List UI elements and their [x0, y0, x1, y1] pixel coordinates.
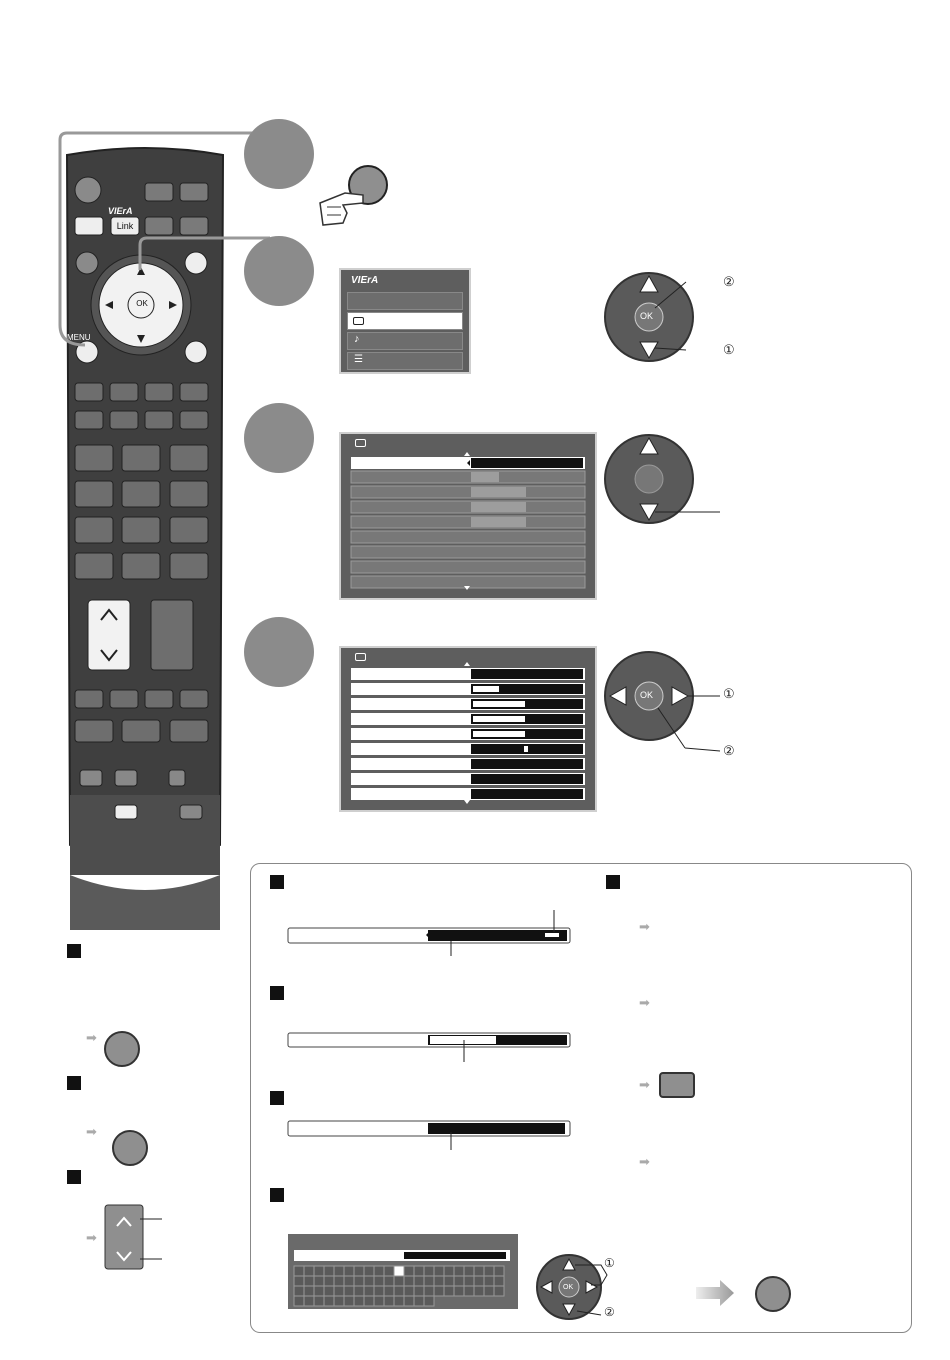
char-cell[interactable]: [324, 1286, 334, 1296]
char-cell[interactable]: [424, 1296, 434, 1306]
char-cell[interactable]: [384, 1296, 394, 1306]
adjust-menu-rows: [349, 662, 589, 808]
char-cell[interactable]: [384, 1286, 394, 1296]
menu-item-picture[interactable]: [347, 312, 463, 330]
hand-pointing-icon: [315, 163, 395, 233]
arrow-right-icon: ➡: [86, 1230, 97, 1245]
char-cell[interactable]: [294, 1266, 304, 1276]
char-cell[interactable]: [444, 1286, 454, 1296]
char-cell[interactable]: [434, 1286, 444, 1296]
char-cell[interactable]: [484, 1276, 494, 1286]
char-cell[interactable]: [414, 1286, 424, 1296]
char-cell[interactable]: [334, 1286, 344, 1296]
arrow-right-icon: ➡: [639, 919, 650, 934]
char-cell[interactable]: [374, 1266, 384, 1276]
picture-menu-rows: [349, 452, 589, 594]
char-cell[interactable]: [294, 1286, 304, 1296]
char-cell[interactable]: [424, 1286, 434, 1296]
link-button[interactable]: Link: [116, 221, 134, 231]
char-cell[interactable]: [444, 1276, 454, 1286]
option-bullet-c: [270, 1091, 284, 1105]
arrow-right-icon: ➡: [86, 1030, 97, 1045]
step-circle-3: [244, 403, 314, 473]
dpad2-marker-2: ②: [723, 274, 735, 289]
char-cell[interactable]: [474, 1276, 484, 1286]
char-cell[interactable]: [354, 1276, 364, 1286]
dpad2-marker-1: ①: [723, 342, 735, 357]
char-cell[interactable]: [314, 1296, 324, 1306]
char-cell[interactable]: [404, 1266, 414, 1276]
char-cell[interactable]: [304, 1286, 314, 1296]
channel-rocker-icon: [104, 1204, 164, 1272]
char-cell[interactable]: [374, 1286, 384, 1296]
dpad-small-marker-1: ①: [604, 1256, 615, 1270]
char-cell[interactable]: [474, 1266, 484, 1276]
char-cell[interactable]: [484, 1266, 494, 1276]
char-cell[interactable]: [374, 1296, 384, 1306]
dpad4-marker-2: ②: [723, 743, 735, 758]
char-cell[interactable]: [304, 1276, 314, 1286]
char-cell[interactable]: [464, 1276, 474, 1286]
char-cell[interactable]: [474, 1286, 484, 1296]
step-circle-2: [244, 236, 314, 306]
char-cell[interactable]: [384, 1276, 394, 1286]
char-cell[interactable]: [484, 1286, 494, 1296]
char-cell[interactable]: [464, 1286, 474, 1296]
char-cell[interactable]: [344, 1296, 354, 1306]
option-c-bar: [286, 1118, 576, 1154]
remote-brand-logo: VIErA: [108, 206, 133, 216]
char-cell[interactable]: [424, 1266, 434, 1276]
char-cell[interactable]: [314, 1266, 324, 1276]
char-cell[interactable]: [394, 1276, 404, 1286]
char-cell[interactable]: [384, 1266, 394, 1276]
option-bullet-d: [270, 1188, 284, 1202]
arrow-right-icon: ➡: [639, 1154, 650, 1169]
char-cell[interactable]: [424, 1276, 434, 1286]
character-grid-screen: [288, 1234, 520, 1310]
char-cell[interactable]: [394, 1266, 404, 1276]
option-button-icon: [659, 1072, 695, 1098]
dpad-step-3: [600, 430, 730, 530]
char-cell[interactable]: [394, 1296, 404, 1306]
char-cell[interactable]: [334, 1276, 344, 1286]
menu-item-sound[interactable]: [347, 332, 463, 350]
char-cell[interactable]: [364, 1296, 374, 1306]
char-cell[interactable]: [344, 1266, 354, 1276]
left-note-bullet-2: [67, 1076, 81, 1090]
option-bullet-e: [606, 875, 620, 889]
ok-button-icon: [755, 1276, 791, 1312]
screen-icon: [355, 653, 366, 661]
char-cell[interactable]: [364, 1266, 374, 1276]
char-cell[interactable]: [344, 1286, 354, 1296]
char-cell[interactable]: [464, 1266, 474, 1276]
step-circle-1: [244, 119, 314, 189]
char-cell[interactable]: [414, 1266, 424, 1276]
char-cell[interactable]: [414, 1296, 424, 1306]
char-cell[interactable]: [494, 1286, 504, 1296]
char-cell[interactable]: [304, 1266, 314, 1276]
char-cell[interactable]: [374, 1276, 384, 1286]
char-cell[interactable]: [354, 1266, 364, 1276]
arrow-right-icon: ➡: [639, 995, 650, 1010]
char-cell[interactable]: [314, 1286, 324, 1296]
char-cell[interactable]: [394, 1286, 404, 1296]
char-cell[interactable]: [354, 1286, 364, 1296]
exit-button-icon: [112, 1130, 148, 1166]
char-cell[interactable]: [454, 1266, 464, 1276]
char-cell[interactable]: [454, 1276, 464, 1286]
big-arrow-right-icon: [696, 1280, 736, 1306]
return-button-icon: [104, 1031, 140, 1067]
arrow-right-icon: ➡: [639, 1077, 650, 1092]
screen-icon: [353, 317, 364, 325]
main-menu-logo: VIErA: [351, 275, 379, 286]
music-note-icon: ♪: [354, 333, 360, 345]
char-cell[interactable]: [494, 1266, 504, 1276]
char-cell[interactable]: [494, 1276, 504, 1286]
menu-item-setup[interactable]: [347, 352, 463, 370]
dpad4-ok-label: OK: [640, 690, 654, 700]
char-cell[interactable]: [404, 1296, 414, 1306]
step-circle-4: [244, 617, 314, 687]
char-cell[interactable]: [294, 1296, 304, 1306]
char-cell[interactable]: [294, 1276, 304, 1286]
arrow-right-icon: ➡: [86, 1124, 97, 1139]
option-bullet-b: [270, 986, 284, 1000]
char-cell[interactable]: [454, 1286, 464, 1296]
char-cell[interactable]: [404, 1276, 414, 1286]
char-cell[interactable]: [304, 1296, 314, 1306]
char-cell[interactable]: [344, 1276, 354, 1286]
char-cell[interactable]: [414, 1276, 424, 1286]
main-menu-screen: [339, 268, 471, 374]
char-cell[interactable]: [334, 1296, 344, 1306]
char-cell[interactable]: [314, 1276, 324, 1286]
char-cell[interactable]: [364, 1286, 374, 1296]
char-cell[interactable]: [324, 1276, 334, 1286]
menu-item-viera[interactable]: [347, 292, 463, 310]
dpad4-marker-1: ①: [723, 686, 735, 701]
char-cell[interactable]: [354, 1296, 364, 1306]
dpad-small-marker-2: ②: [604, 1305, 615, 1319]
char-cell[interactable]: [324, 1266, 334, 1276]
char-cell[interactable]: [434, 1276, 444, 1286]
option-b-bar: [286, 1030, 576, 1066]
char-cell[interactable]: [404, 1286, 414, 1296]
char-cell[interactable]: [324, 1296, 334, 1306]
dpad-small-ok-label: OK: [563, 1284, 574, 1291]
list-icon: ☰: [354, 354, 363, 365]
char-cell[interactable]: [444, 1266, 454, 1276]
char-cell[interactable]: [434, 1266, 444, 1276]
option-bullet-a: [270, 875, 284, 889]
adjust-menu-screen: [339, 646, 597, 812]
char-cell[interactable]: [364, 1276, 374, 1286]
remote-ok-button[interactable]: OK: [136, 299, 148, 308]
left-note-bullet-1: [67, 944, 81, 958]
menu-label: MENU: [67, 333, 91, 342]
picture-menu-screen: [339, 432, 597, 600]
char-cell[interactable]: [334, 1266, 344, 1276]
left-note-bullet-3: [67, 1170, 81, 1184]
option-a-bar: [286, 910, 576, 960]
dpad2-ok-label: OK: [640, 311, 654, 321]
dpad-step-4: [600, 648, 750, 758]
screen-icon: [355, 439, 366, 447]
